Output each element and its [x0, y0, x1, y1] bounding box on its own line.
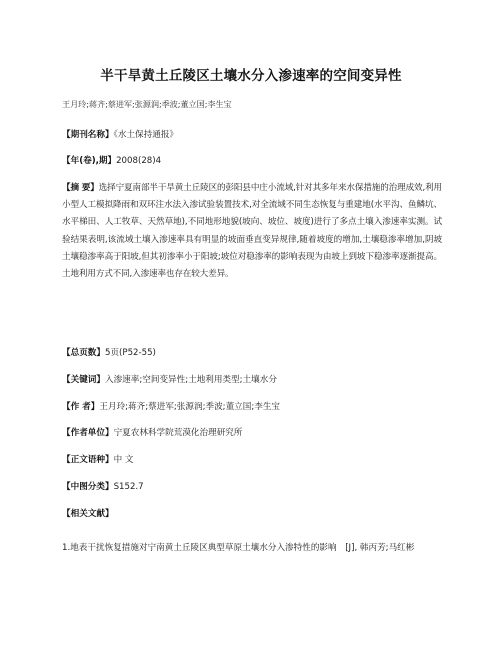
related-label: 【相关文献】: [62, 509, 114, 519]
author-label: 【作 者】: [62, 402, 100, 412]
affiliation-label: 【作者单位】: [62, 428, 114, 438]
pages-field: [62, 345, 442, 362]
pages-value: 5页(P52-55): [104, 348, 156, 358]
document-title: 半干旱黄土丘陵区土壤水分入渗速率的空间变异性: [100, 68, 402, 84]
classification-field: [62, 479, 442, 496]
journal-label: 【期刊名称】: [62, 130, 114, 140]
year-issue-label: 【年(卷),期】: [62, 156, 117, 166]
affiliation-value: 宁夏农林科学院荒漠化治理研究所: [113, 428, 243, 438]
affiliation-field: [62, 425, 442, 442]
author-value: 王月玲;蒋齐;蔡进军;张源润;季波;董立国;李生宝: [99, 402, 281, 412]
language-label: 【正文语种】: [62, 455, 114, 465]
classification-label: 【中图分类】: [62, 482, 114, 492]
journal-value: 《水土保持通报》: [113, 130, 179, 140]
keywords-label: 【关键词】: [62, 375, 105, 385]
abstract-field: [62, 180, 442, 283]
year-issue-field: [62, 153, 442, 170]
author-field: [62, 399, 442, 416]
author-line: 王月玲;蒋齐;蔡进军;张源润;季波;董立国;李生宝: [62, 99, 232, 109]
keywords-value: 入渗速率;空间变异性;土地利用类型;土壤水分: [104, 375, 277, 385]
reference-item: 1.地表干扰恢复措施对宁南黄土丘陵区典型草原土壤水分入渗特性的影响 [J], 韩丙芳;马红彬: [62, 543, 415, 553]
journal-field: [62, 127, 442, 144]
related-field: [62, 506, 442, 523]
keywords-field: [62, 372, 442, 389]
abstract-text: 选择宁夏南部半干旱黄土丘陵区的彭阳县中庄小流域,针对其多年来水保措施的治理成效,利用小型人工模拟降雨和双环注水法入渗试验装置技术,对全流域不同生态恢复与重建地(水平沟、鱼鳞坑、水平梯田、人工牧草、天然草地),不同地形地貌(坡向、坡位、坡度)进行了多点土壤入渗速率实测。试验结果表明,该流域土壤入渗速率具有明显的坡面垂直变异规律,随着坡度的增加,土壤稳渗率增加,阴坡土壤稳渗率高于阳坡,但其初渗率小于阳坡;坡位对稳渗率的影响表现为由坡上到坡下稳渗率逐渐提高。土地利用方式不同,入渗速率也存在较大差异。: [62, 183, 442, 280]
year-issue-value: 2008(28)4: [116, 156, 162, 166]
abstract-label: 【摘 要】: [62, 183, 99, 193]
language-value: 中 文: [113, 455, 134, 465]
pages-label: 【总页数】: [62, 348, 105, 358]
classification-value: S152.7: [113, 482, 144, 492]
language-field: [62, 452, 442, 469]
